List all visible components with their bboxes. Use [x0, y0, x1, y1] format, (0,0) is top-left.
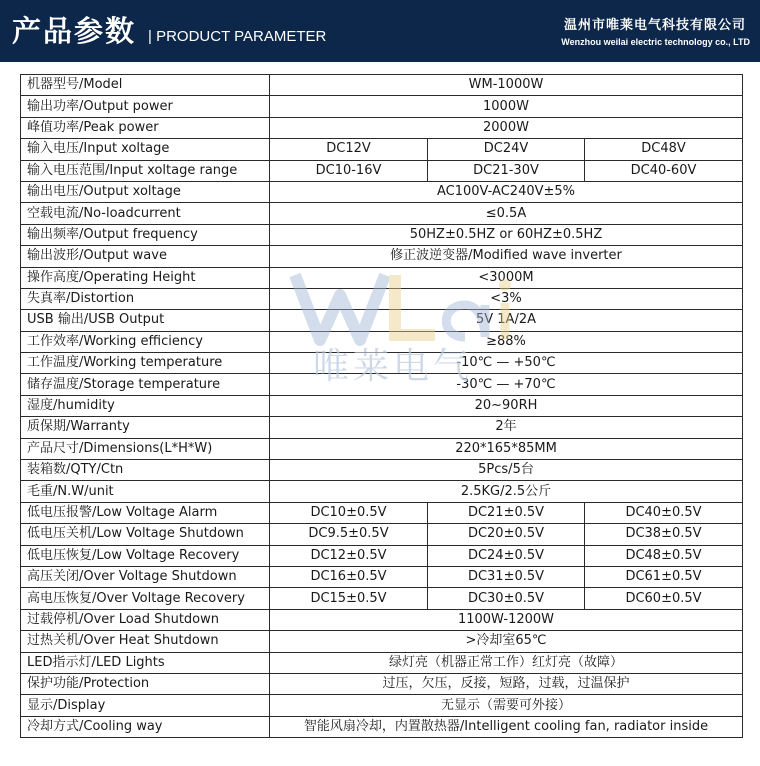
table-row: [21, 96, 743, 117]
param-value: DC10-16V: [270, 160, 428, 181]
param-label: 过载停机/Over Load Shutdown: [21, 609, 270, 630]
param-label: 低电压恢复/Low Voltage Recovery: [21, 545, 270, 566]
param-value: DC12±0.5V: [270, 545, 428, 566]
table-row: [21, 395, 743, 416]
param-value: DC38±0.5V: [585, 524, 743, 545]
param-label: 输入电压/Input xoltage: [21, 139, 270, 160]
param-value: >冷却室65℃: [270, 631, 743, 652]
param-value: DC21-30V: [428, 160, 585, 181]
table-row: [21, 246, 743, 267]
param-label: 高电压恢复/Over Voltage Recovery: [21, 588, 270, 609]
table-row: [21, 673, 743, 694]
table-row: [21, 609, 743, 630]
param-value: 绿灯亮（机器正常工作）红灯亮（故障）: [270, 652, 743, 673]
param-label: 输出电压/Output xoltage: [21, 181, 270, 202]
param-value: DC30±0.5V: [428, 588, 585, 609]
param-label: 过热关机/Over Heat Shutdown: [21, 631, 270, 652]
param-value: DC15±0.5V: [270, 588, 428, 609]
param-label: USB 输出/USB Output: [21, 310, 270, 331]
param-label: 输出功率/Output power: [21, 96, 270, 117]
table-row: [21, 75, 743, 96]
param-label: 低电压关机/Low Voltage Shutdown: [21, 524, 270, 545]
param-label: LED指示灯/LED Lights: [21, 652, 270, 673]
param-label: 峰值功率/Peak power: [21, 117, 270, 138]
param-value: 2年: [270, 417, 743, 438]
table-row: [21, 203, 743, 224]
param-label: 冷却方式/Cooling way: [21, 716, 270, 737]
parameter-table: [20, 74, 743, 738]
param-value: ≥88%: [270, 331, 743, 352]
param-label: 机器型号/Model: [21, 75, 270, 96]
table-row: [21, 224, 743, 245]
param-value: DC60±0.5V: [585, 588, 743, 609]
table-row: [21, 310, 743, 331]
param-value: 2.5KG/2.5公斤: [270, 481, 743, 502]
param-label: 输入电压范围/Input xoltage range: [21, 160, 270, 181]
parameter-table-body: [21, 75, 743, 738]
table-row: [21, 438, 743, 459]
table-row: [21, 460, 743, 481]
param-value: DC16±0.5V: [270, 566, 428, 587]
param-value: DC48V: [585, 139, 743, 160]
page-title: 产品参数: [12, 14, 137, 48]
company-name-en: Wenzhou weilai electric technology co., LTD: [561, 37, 750, 47]
table-row: [21, 524, 743, 545]
table-row: [21, 631, 743, 652]
table-row: [21, 160, 743, 181]
param-label: 输出波形/Output wave: [21, 246, 270, 267]
param-value: DC48±0.5V: [585, 545, 743, 566]
company-name-cn: 温州市唯莱电气科技有限公司: [563, 18, 746, 33]
parameter-table-wrap: [20, 74, 742, 738]
param-value: DC40-60V: [585, 160, 743, 181]
param-value: DC61±0.5V: [585, 566, 743, 587]
table-row: [21, 588, 743, 609]
param-value: DC24±0.5V: [428, 545, 585, 566]
param-value: 修正波逆变器/Modified wave inverter: [270, 246, 743, 267]
param-value: DC12V: [270, 139, 428, 160]
table-row: [21, 117, 743, 138]
table-row: [21, 417, 743, 438]
table-row: [21, 652, 743, 673]
param-value: 1000W: [270, 96, 743, 117]
table-row: [21, 716, 743, 737]
table-row: [21, 695, 743, 716]
table-row: [21, 545, 743, 566]
param-value: 5Pcs/5台: [270, 460, 743, 481]
param-value: DC9.5±0.5V: [270, 524, 428, 545]
table-row: [21, 481, 743, 502]
param-label: 空载电流/No-loadcurrent: [21, 203, 270, 224]
table-row: [21, 181, 743, 202]
param-value: DC24V: [428, 139, 585, 160]
param-label: 质保期/Warranty: [21, 417, 270, 438]
param-label: 装箱数/QTY/Ctn: [21, 460, 270, 481]
param-value: DC40±0.5V: [585, 502, 743, 523]
param-value: 50HZ±0.5HZ or 60HZ±0.5HZ: [270, 224, 743, 245]
param-value: AC100V-AC240V±5%: [270, 181, 743, 202]
param-label: 毛重/N.W/unit: [21, 481, 270, 502]
param-label: 产品尺寸/Dimensions(L*H*W): [21, 438, 270, 459]
param-label: 显示/Display: [21, 695, 270, 716]
param-value: DC10±0.5V: [270, 502, 428, 523]
param-label: 工作温度/Working temperature: [21, 353, 270, 374]
param-value: 智能风扇冷却，内置散热器/Intelligent cooling fan, radiator inside: [270, 716, 743, 737]
param-value: 5V 1A/2A: [270, 310, 743, 331]
param-value: WM-1000W: [270, 75, 743, 96]
param-value: DC31±0.5V: [428, 566, 585, 587]
param-value: <3000M: [270, 267, 743, 288]
param-label: 保护功能/Protection: [21, 673, 270, 694]
param-value: -30℃ — +70℃: [270, 374, 743, 395]
param-value: <3%: [270, 288, 743, 309]
param-label: 低电压报警/Low Voltage Alarm: [21, 502, 270, 523]
param-value: 2000W: [270, 117, 743, 138]
param-value: 1100W-1200W: [270, 609, 743, 630]
param-label: 高压关闭/Over Voltage Shutdown: [21, 566, 270, 587]
param-value: DC21±0.5V: [428, 502, 585, 523]
param-value: ≤0.5A: [270, 203, 743, 224]
param-label: 失真率/Distortion: [21, 288, 270, 309]
table-row: [21, 288, 743, 309]
param-value: DC20±0.5V: [428, 524, 585, 545]
watermark-text: 唯莱电气: [313, 346, 474, 387]
param-value: -10℃ — +50℃: [270, 353, 743, 374]
table-row: [21, 566, 743, 587]
param-value: 220*165*85MM: [270, 438, 743, 459]
header-banner: [0, 0, 760, 62]
param-label: 储存温度/Storage temperature: [21, 374, 270, 395]
table-row: [21, 267, 743, 288]
param-label: 工作效率/Working efficiency: [21, 331, 270, 352]
param-value: 20~90RH: [270, 395, 743, 416]
table-row: [21, 139, 743, 160]
param-label: 操作高度/Operating Height: [21, 267, 270, 288]
param-value: 过压，欠压，反接，短路，过载，过温保护: [270, 673, 743, 694]
table-row: [21, 502, 743, 523]
param-value: 无显示（需要可外接）: [270, 695, 743, 716]
param-label: 湿度/humidity: [21, 395, 270, 416]
page-subtitle: | PRODUCT PARAMETER: [148, 28, 327, 45]
param-label: 输出频率/Output frequency: [21, 224, 270, 245]
